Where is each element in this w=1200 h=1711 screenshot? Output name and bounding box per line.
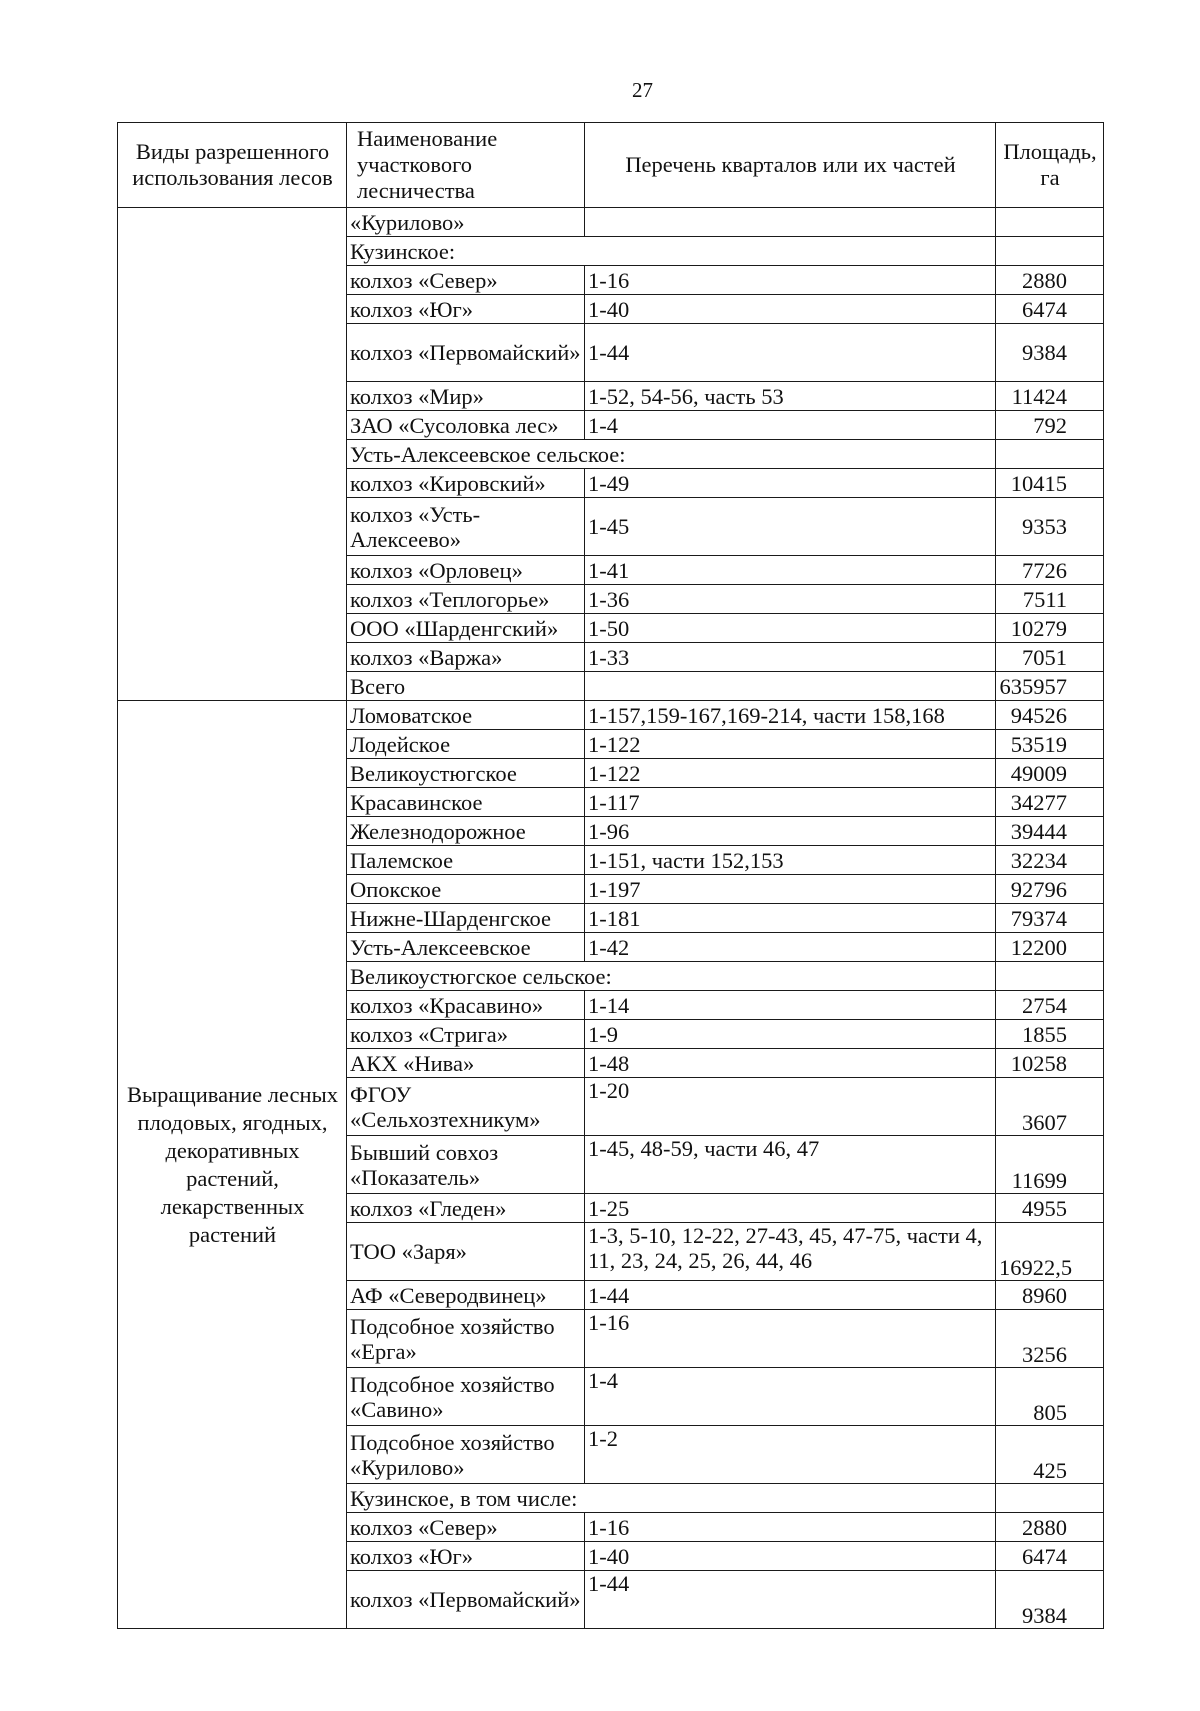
forestry-cell: колхоз «Стрига» — [347, 1020, 585, 1049]
quarters-cell: 1-16 — [585, 1310, 996, 1368]
forest-use-table — [117, 122, 1104, 1629]
quarters-cell: 1-181 — [585, 904, 996, 933]
page-number: 27 — [632, 78, 653, 102]
area-cell: 2880 — [996, 266, 1104, 295]
forestry-cell: Всего — [347, 672, 585, 701]
forestry-cell: Ломоватское — [347, 701, 585, 730]
area-cell: 4955 — [996, 1194, 1104, 1223]
forestry-cell: ТОО «Заря» — [347, 1223, 585, 1281]
area-cell: 32234 — [996, 846, 1104, 875]
forestry-cell: Усть-Алексеевское — [347, 933, 585, 962]
quarters-cell: 1-3, 5-10, 12-22, 27-43, 45, 47-75, части 4, 11, 23, 24, 25, 26, 44, 46 — [585, 1223, 996, 1281]
forestry-cell: Палемское — [347, 846, 585, 875]
quarters-cell: 1-33 — [585, 643, 996, 672]
area-cell: 9384 — [996, 1571, 1104, 1629]
quarters-cell: 1-122 — [585, 730, 996, 759]
quarters-cell: 1-4 — [585, 411, 996, 440]
quarters-cell: 1-45 — [585, 498, 996, 556]
quarters-cell: 1-197 — [585, 875, 996, 904]
quarters-cell: 1-16 — [585, 1513, 996, 1542]
quarters-cell: 1-151, части 152,153 — [585, 846, 996, 875]
forestry-cell: АФ «Северодвинец» — [347, 1281, 585, 1310]
area-cell: 2754 — [996, 991, 1104, 1020]
table-header-row — [118, 123, 1104, 208]
forestry-cell: Опокское — [347, 875, 585, 904]
area-cell: 94526 — [996, 701, 1104, 730]
quarters-cell: 1-14 — [585, 991, 996, 1020]
area-cell: 3607 — [996, 1078, 1104, 1136]
area-cell: 10258 — [996, 1049, 1104, 1078]
quarters-cell: 1-41 — [585, 556, 996, 585]
area-cell: 8960 — [996, 1281, 1104, 1310]
forestry-cell: Подсобное хозяйство «Савино» — [347, 1368, 585, 1426]
forestry-cell: ООО «Шарденгский» — [347, 614, 585, 643]
forestry-cell: колхоз «Гледен» — [347, 1194, 585, 1223]
quarters-cell: 1-2 — [585, 1426, 996, 1484]
forestry-cell: колхоз «Орловец» — [347, 556, 585, 585]
area-cell: 805 — [996, 1368, 1104, 1426]
quarters-cell: 1-44 — [585, 324, 996, 382]
quarters-cell: 1-36 — [585, 585, 996, 614]
forestry-cell: Бывший совхоз «Показатель» — [347, 1136, 585, 1194]
forestry-cell: колхоз «Усть-Алексеево» — [347, 498, 585, 556]
quarters-cell: 1-16 — [585, 266, 996, 295]
area-cell: 34277 — [996, 788, 1104, 817]
quarters-cell: 1-44 — [585, 1571, 996, 1629]
quarters-cell: 1-20 — [585, 1078, 996, 1136]
forestry-cell: Подсобное хозяйство «Курилово» — [347, 1426, 585, 1484]
area-cell — [996, 962, 1104, 991]
forestry-cell: Лодейское — [347, 730, 585, 759]
area-cell — [996, 1484, 1104, 1513]
area-cell: 12200 — [996, 933, 1104, 962]
forestry-cell: Великоустюгское сельское: — [347, 962, 996, 991]
forestry-cell: колхоз «Мир» — [347, 382, 585, 411]
quarters-cell: 1-4 — [585, 1368, 996, 1426]
use-type-cell: Выращивание лесных плодовых, ягодных, декоративных растений, лекарственных растений — [118, 701, 347, 1629]
header-use-type: Виды разрешенного использования лесов — [118, 123, 347, 208]
forestry-cell: Железнодорожное — [347, 817, 585, 846]
forestry-cell: Красавинское — [347, 788, 585, 817]
quarters-cell: 1-25 — [585, 1194, 996, 1223]
header-forestry: Наименование участкового лесничества — [347, 123, 585, 208]
quarters-cell — [585, 672, 996, 701]
quarters-cell: 1-48 — [585, 1049, 996, 1078]
quarters-cell: 1-52, 54-56, часть 53 — [585, 382, 996, 411]
forestry-cell: колхоз «Север» — [347, 266, 585, 295]
quarters-cell: 1-96 — [585, 817, 996, 846]
forestry-cell: колхоз «Первомайский» — [347, 1571, 585, 1629]
area-cell: 16922,5 — [996, 1223, 1104, 1281]
quarters-cell: 1-42 — [585, 933, 996, 962]
forestry-cell: колхоз «Кировский» — [347, 469, 585, 498]
forestry-cell: колхоз «Север» — [347, 1513, 585, 1542]
area-cell: 11424 — [996, 382, 1104, 411]
area-cell: 2880 — [996, 1513, 1104, 1542]
forestry-cell: колхоз «Красавино» — [347, 991, 585, 1020]
quarters-cell: 1-40 — [585, 295, 996, 324]
area-cell: 10279 — [996, 614, 1104, 643]
forestry-cell: Усть-Алексеевское сельское: — [347, 440, 996, 469]
area-cell: 635957 — [996, 672, 1104, 701]
forestry-cell: Кузинское: — [347, 237, 996, 266]
quarters-cell — [585, 208, 996, 237]
area-cell: 7051 — [996, 643, 1104, 672]
forestry-cell: колхоз «Юг» — [347, 295, 585, 324]
quarters-cell: 1-157,159-167,169-214, части 158,168 — [585, 701, 996, 730]
area-cell — [996, 237, 1104, 266]
forestry-cell: колхоз «Первомайский» — [347, 324, 585, 382]
area-cell: 9384 — [996, 324, 1104, 382]
forestry-cell: Кузинское, в том числе: — [347, 1484, 996, 1513]
area-cell: 1855 — [996, 1020, 1104, 1049]
area-cell — [996, 208, 1104, 237]
area-cell: 6474 — [996, 1542, 1104, 1571]
table-body — [118, 208, 1104, 1629]
header-quarters: Перечень кварталов или их частей — [585, 123, 996, 208]
quarters-cell: 1-44 — [585, 1281, 996, 1310]
forestry-cell: колхоз «Теплогорье» — [347, 585, 585, 614]
area-cell: 92796 — [996, 875, 1104, 904]
area-cell: 425 — [996, 1426, 1104, 1484]
header-area: Площадь, га — [996, 123, 1104, 208]
area-cell: 10415 — [996, 469, 1104, 498]
quarters-cell: 1-40 — [585, 1542, 996, 1571]
area-cell: 7511 — [996, 585, 1104, 614]
forestry-cell: «Курилово» — [347, 208, 585, 237]
area-cell: 79374 — [996, 904, 1104, 933]
forestry-cell: Подсобное хозяйство «Ерга» — [347, 1310, 585, 1368]
area-cell — [996, 440, 1104, 469]
area-cell: 9353 — [996, 498, 1104, 556]
forestry-cell: ФГОУ «Сельхозтехникум» — [347, 1078, 585, 1136]
area-cell: 53519 — [996, 730, 1104, 759]
area-cell: 49009 — [996, 759, 1104, 788]
quarters-cell: 1-49 — [585, 469, 996, 498]
area-cell: 7726 — [996, 556, 1104, 585]
area-cell: 792 — [996, 411, 1104, 440]
forestry-cell: колхоз «Юг» — [347, 1542, 585, 1571]
quarters-cell: 1-45, 48-59, части 46, 47 — [585, 1136, 996, 1194]
quarters-cell: 1-117 — [585, 788, 996, 817]
forestry-cell: ЗАО «Сусоловка лес» — [347, 411, 585, 440]
area-cell: 6474 — [996, 295, 1104, 324]
forestry-cell: АКХ «Нива» — [347, 1049, 585, 1078]
quarters-cell: 1-9 — [585, 1020, 996, 1049]
quarters-cell: 1-122 — [585, 759, 996, 788]
table-row — [118, 701, 1104, 730]
quarters-cell: 1-50 — [585, 614, 996, 643]
area-cell: 11699 — [996, 1136, 1104, 1194]
forestry-cell: Нижне-Шарденгское — [347, 904, 585, 933]
table-row — [118, 208, 1104, 237]
forestry-cell: колхоз «Варжа» — [347, 643, 585, 672]
area-cell: 39444 — [996, 817, 1104, 846]
area-cell: 3256 — [996, 1310, 1104, 1368]
forestry-cell: Великоустюгское — [347, 759, 585, 788]
use-type-cell — [118, 208, 347, 701]
